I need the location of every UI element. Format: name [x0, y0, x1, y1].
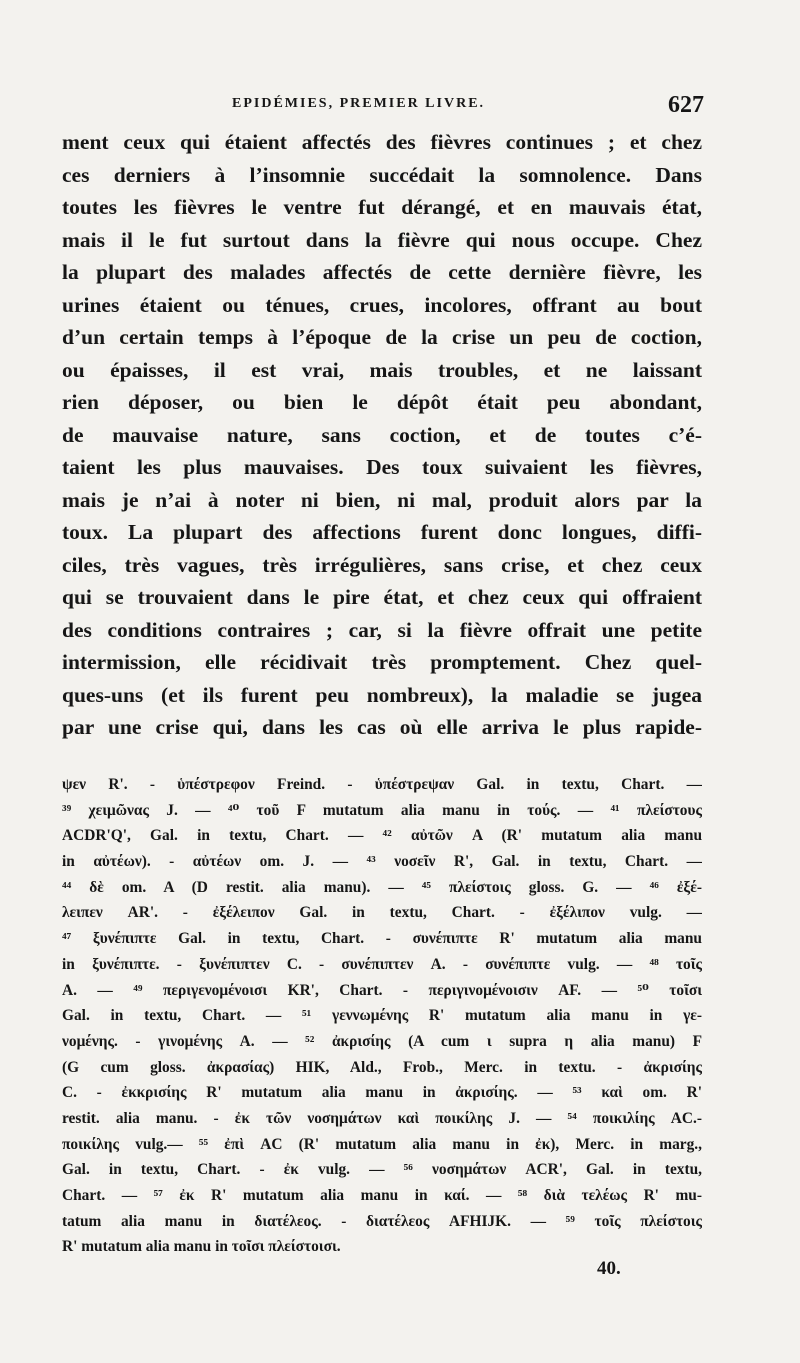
- running-title: EPIDÉMIES, PREMIER LIVRE.: [232, 96, 486, 111]
- page-header: [62, 92, 704, 122]
- footnote-line: (G cum gloss. ἀκρασίας) HIK, Ald., Frob., Merc. in textu. - ἀκρισίης: [62, 1058, 702, 1076]
- footnote-line: νομένης. - γινομένης A. — ⁵² ἀκρισίης (A cum ι supra η alia manu) F: [62, 1032, 702, 1050]
- text-line: ces derniers à l’insomnie succédait la somnolence. Dans: [62, 162, 702, 187]
- footnote-line: C. - ἐκκρισίης R' mutatum alia manu in ἀκρισίης. — ⁵³ καὶ om. R': [62, 1084, 702, 1102]
- text-line: ou épaisses, il est vrai, mais troubles, et ne laissant: [62, 357, 702, 382]
- footnote-line: Chart. — ⁵⁷ ἐκ R' mutatum alia manu in καί. — ⁵⁸ διὰ τελέως R' mu-: [62, 1187, 702, 1204]
- footnote-line: tatum alia manu in διατέλεος. - διατέλεος AFHIJK. — ⁵⁹ τοῖς πλείστοις: [62, 1212, 702, 1230]
- text-line: la plupart des malades affectés de cette dernière fièvre, les: [62, 260, 702, 284]
- text-line: qui se trouvaient dans le pire état, et chez ceux qui offraient: [62, 585, 702, 609]
- footnote-line: A. — ⁴⁹ περιγενομένοισι KR', Chart. - περιγινομένοισιν AF. — ⁵⁰ τοῖσι: [62, 981, 702, 999]
- footnotes: [62, 772, 702, 1260]
- page-number: 627: [668, 92, 704, 118]
- main-text: [62, 126, 702, 744]
- text-line: taient les plus mauvaises. Des toux suivaient les fièvres,: [62, 455, 702, 479]
- footnote-line: ⁴⁷ ξυνέπιπτε Gal. in textu, Chart. - συνέπιπτε R' mutatum alia manu: [62, 930, 702, 948]
- footnote-line: in ξυνέπιπτε. - ξυνέπιπτεν C. - συνέπιπτεν A. - συνέπιπτε vulg. — ⁴⁸ τοῖς: [62, 955, 702, 973]
- text-line: toutes les fièvres le ventre fut dérangé, et en mauvais état,: [62, 195, 702, 219]
- text-line: ment ceux qui étaient affectés des fièvres continues ; et chez: [62, 130, 702, 154]
- footnote-line: ⁴⁴ δὲ om. A (D restit. alia manu). — ⁴⁵ πλείστοις gloss. G. — ⁴⁶ ἐξέ-: [62, 878, 702, 896]
- footnote-line: restit. alia manu. - ἐκ τῶν νοσημάτων καὶ ποικίλης J. — ⁵⁴ ποικιλίης AC.-: [62, 1109, 702, 1127]
- footnote-line: R' mutatum alia manu in τοῖσι πλείστοισι.: [62, 1238, 341, 1256]
- text-line: ciles, très vagues, très irrégulières, sans crise, et chez ceux: [62, 552, 702, 577]
- text-line: intermission, elle récidivait très promptement. Chez quel-: [62, 650, 702, 674]
- signature-mark: 40.: [597, 1258, 621, 1279]
- footnote-line: ψεν R'. - ὑπέστρεφον Freind. - ὑπέστρεψαν Gal. in textu, Chart. —: [62, 776, 702, 793]
- footnote-line: λειπεν AR'. - ἐξέλειπον Gal. in textu, Chart. - ἐξέλιπον vulg. —: [62, 904, 702, 922]
- footnote-line: in αὐτέων). - αὐτέων om. J. — ⁴³ νοσεῖν R', Gal. in textu, Chart. —: [62, 853, 702, 871]
- text-line: rien déposer, ou bien le dépôt était peu abondant,: [62, 390, 702, 414]
- text-line: d’un certain temps à l’époque de la crise un peu de coction,: [62, 325, 702, 349]
- footnote-line: Gal. in textu, Chart. — ⁵¹ γεννωμένης R' mutatum alia manu in γε-: [62, 1007, 702, 1025]
- text-line: mais je n’ai à noter ni bien, ni mal, produit alors par la: [62, 487, 702, 512]
- footnote-line: Gal. in textu, Chart. - ἐκ vulg. — ⁵⁶ νοσημάτων ACR', Gal. in textu,: [62, 1161, 702, 1179]
- text-line: ques-uns (et ils furent peu nombreux), la maladie se jugea: [62, 682, 702, 707]
- text-line: de mauvaise nature, sans coction, et de toutes c’é-: [62, 422, 702, 447]
- text-line: des conditions contraires ; car, si la fièvre offrait une petite: [62, 617, 702, 642]
- text-line: toux. La plupart des affections furent donc longues, diffi-: [62, 520, 702, 544]
- footnote-line: ποικίλης vulg.— ⁵⁵ ἐπὶ AC (R' mutatum alia manu in ἐκ), Merc. in marg.,: [62, 1135, 702, 1153]
- text-line: mais il le fut surtout dans la fièvre qui nous occupe. Chez: [62, 227, 702, 252]
- text-line: urines étaient ou ténues, crues, incolores, offrant au bout: [62, 292, 702, 317]
- footnote-line: ACDR'Q', Gal. in textu, Chart. — ⁴² αὐτῶν A (R' mutatum alia manu: [62, 827, 702, 845]
- text-line: par une crise qui, dans les cas où elle arriva le plus rapide-: [62, 715, 702, 739]
- footnote-line: ³⁹ χειμῶνας J. — ⁴⁰ τοῦ F mutatum alia manu in τούς. — ⁴¹ πλείστους: [62, 801, 702, 819]
